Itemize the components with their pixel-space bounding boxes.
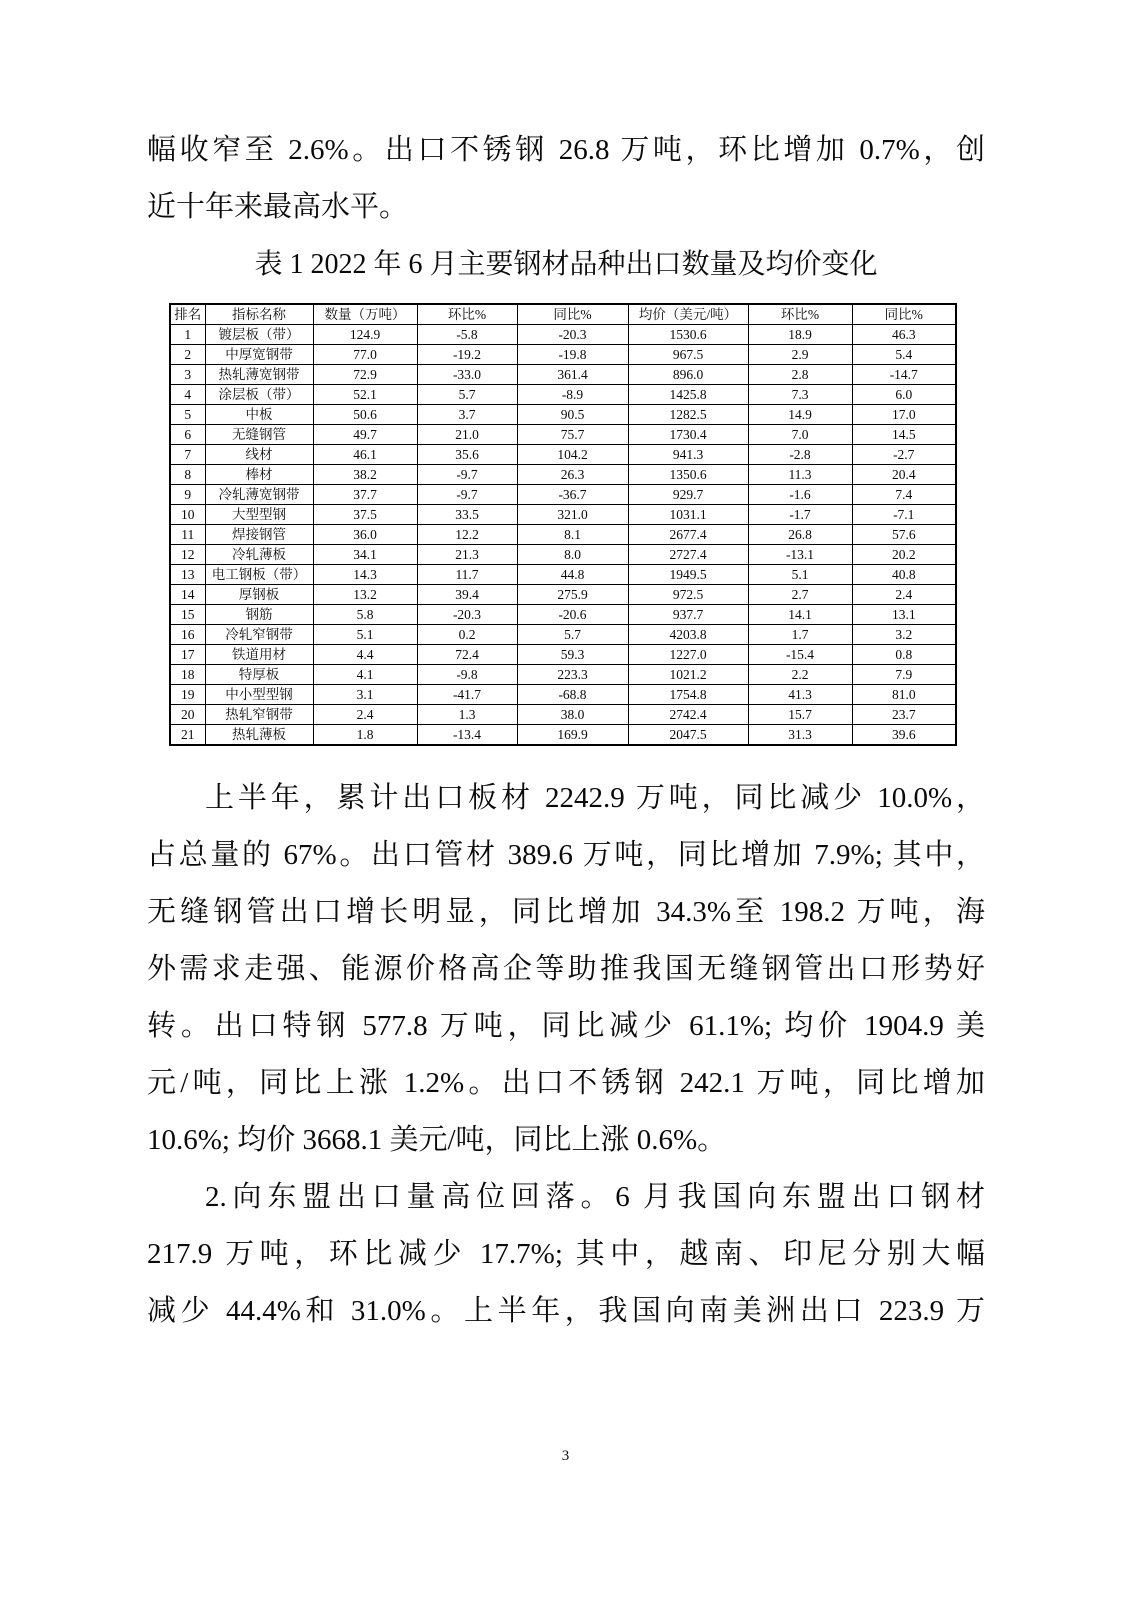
page-number: 3 — [561, 1448, 570, 1464]
table-cell: 1730.4 — [628, 425, 748, 445]
table-title: 表 1 2022 年 6 月主要钢材品种出口数量及均价变化 — [254, 249, 878, 280]
table-cell: -7.1 — [852, 505, 956, 525]
table-cell: 38.2 — [313, 465, 417, 485]
table-row — [170, 405, 956, 425]
table-cell: 59.3 — [517, 645, 628, 665]
table-cell: 热轧薄板 — [205, 725, 313, 746]
table-cell: 7.3 — [748, 385, 852, 405]
table-cell: 46.3 — [852, 325, 956, 345]
table-cell: 7.0 — [748, 425, 852, 445]
table-cell: -9.8 — [417, 665, 517, 685]
table-cell: 1031.1 — [628, 505, 748, 525]
table-cell: 72.9 — [313, 365, 417, 385]
table-cell: 6 — [170, 425, 205, 445]
table-cell: 57.6 — [852, 525, 956, 545]
table-cell: 34.1 — [313, 545, 417, 565]
table-cell: -8.9 — [517, 385, 628, 405]
table-cell: 7.4 — [852, 485, 956, 505]
table-row — [170, 625, 956, 645]
table-cell: -20.6 — [517, 605, 628, 625]
table-cell: 26.3 — [517, 465, 628, 485]
paragraph-half-year-summary — [147, 770, 985, 1169]
table-cell: 223.3 — [517, 665, 628, 685]
table-cell: 1754.8 — [628, 685, 748, 705]
text-line: 转。出口特钢 577.8 万吨，同比减少 61.1%; 均价 1904.9 美 — [147, 1010, 985, 1042]
table-row — [170, 365, 956, 385]
table-cell: -68.8 — [517, 685, 628, 705]
table-cell: 3.7 — [417, 405, 517, 425]
table-cell: -19.8 — [517, 345, 628, 365]
table-cell: 941.3 — [628, 445, 748, 465]
table-cell: 37.5 — [313, 505, 417, 525]
table-cell: 1 — [170, 325, 205, 345]
table-cell: 0.8 — [852, 645, 956, 665]
intro-paragraph — [147, 122, 985, 236]
table-cell: 17.0 — [852, 405, 956, 425]
table-cell: 124.9 — [313, 325, 417, 345]
table-cell: 冷轧薄板 — [205, 545, 313, 565]
table-cell: 14 — [170, 585, 205, 605]
text-line: 10.6%; 均价 3668.1 美元/吨，同比上涨 0.6%。 — [147, 1124, 727, 1156]
table-cell: 36.0 — [313, 525, 417, 545]
table-cell: 4 — [170, 385, 205, 405]
table-cell: -15.4 — [748, 645, 852, 665]
table-cell: 2047.5 — [628, 725, 748, 746]
text-line: 占总量的 67%。出口管材 389.6 万吨，同比增加 7.9%; 其中， — [147, 839, 985, 871]
table-cell: 1425.8 — [628, 385, 748, 405]
table-cell: 20 — [170, 705, 205, 725]
table-cell: 39.6 — [852, 725, 956, 746]
table-cell: 35.6 — [417, 445, 517, 465]
table-cell: -9.7 — [417, 485, 517, 505]
table-cell: 1282.5 — [628, 405, 748, 425]
table-cell: 5.1 — [313, 625, 417, 645]
table-cell: 钢筋 — [205, 605, 313, 625]
table-cell: 90.5 — [517, 405, 628, 425]
table-cell: 13.2 — [313, 585, 417, 605]
table-cell: 5.7 — [517, 625, 628, 645]
table-cell: 热轧窄钢带 — [205, 705, 313, 725]
table-cell: 1350.6 — [628, 465, 748, 485]
text-line: 上半年，累计出口板材 2242.9 万吨，同比减少 10.0%， — [205, 782, 985, 814]
table-row — [170, 425, 956, 445]
table-cell: 铁道用材 — [205, 645, 313, 665]
table-body — [170, 325, 956, 746]
table-cell: 涂层板（带） — [205, 385, 313, 405]
table-row — [170, 585, 956, 605]
table-cell: 14.3 — [313, 565, 417, 585]
table-row — [170, 465, 956, 485]
table-cell: 14.5 — [852, 425, 956, 445]
table-cell: -2.8 — [748, 445, 852, 465]
table-cell: 2 — [170, 345, 205, 365]
table-row — [170, 605, 956, 625]
table-cell: 中小型型钢 — [205, 685, 313, 705]
table-row — [170, 445, 956, 465]
table-cell: 21.0 — [417, 425, 517, 445]
table-cell: 52.1 — [313, 385, 417, 405]
table-row — [170, 705, 956, 725]
paragraph-asean-exports — [147, 1169, 985, 1340]
table-cell: 1949.5 — [628, 565, 748, 585]
table-cell: 5.1 — [748, 565, 852, 585]
table-row — [170, 485, 956, 505]
table-cell: 26.8 — [748, 525, 852, 545]
table-cell: 1530.6 — [628, 325, 748, 345]
table-cell: 21.3 — [417, 545, 517, 565]
text-line: 无缝钢管出口增长明显，同比增加 34.3%至 198.2 万吨，海 — [147, 896, 985, 928]
table-cell: 冷轧窄钢带 — [205, 625, 313, 645]
table-cell: 77.0 — [313, 345, 417, 365]
table-cell: -20.3 — [417, 605, 517, 625]
table-cell: 33.5 — [417, 505, 517, 525]
column-header: 环比% — [748, 304, 852, 325]
table-cell: -19.2 — [417, 345, 517, 365]
table-cell: 棒材 — [205, 465, 313, 485]
table-cell: 3 — [170, 365, 205, 385]
table-header-row — [170, 304, 956, 325]
table-cell: 46.1 — [313, 445, 417, 465]
text-line: 2.向东盟出口量高位回落。6 月我国向东盟出口钢材 — [205, 1181, 985, 1213]
table-cell: 中板 — [205, 405, 313, 425]
table-cell: 169.9 — [517, 725, 628, 746]
table-cell: 4.4 — [313, 645, 417, 665]
table-cell: 2727.4 — [628, 545, 748, 565]
table-cell: 37.7 — [313, 485, 417, 505]
table-cell: -2.7 — [852, 445, 956, 465]
table-cell: 896.0 — [628, 365, 748, 385]
table-row — [170, 325, 956, 345]
column-header: 排名 — [170, 304, 205, 325]
table-cell: 81.0 — [852, 685, 956, 705]
table-cell: 75.7 — [517, 425, 628, 445]
table-row — [170, 645, 956, 665]
text-line: 近十年来最高水平。 — [147, 191, 409, 223]
text-line: 幅收窄至 2.6%。出口不锈钢 26.8 万吨，环比增加 0.7%，创 — [147, 134, 985, 166]
table-row — [170, 685, 956, 705]
table-cell: 21 — [170, 725, 205, 746]
table-cell: 39.4 — [417, 585, 517, 605]
table-cell: 19 — [170, 685, 205, 705]
table-cell: -41.7 — [417, 685, 517, 705]
table-cell: -13.1 — [748, 545, 852, 565]
table-cell: 3.1 — [313, 685, 417, 705]
table-cell: 275.9 — [517, 585, 628, 605]
table-cell: 50.6 — [313, 405, 417, 425]
table-cell: 5.4 — [852, 345, 956, 365]
table-cell: 7 — [170, 445, 205, 465]
table-cell: -33.0 — [417, 365, 517, 385]
table-cell: 321.0 — [517, 505, 628, 525]
table-cell: 4203.8 — [628, 625, 748, 645]
table-cell: 8 — [170, 465, 205, 485]
table-cell: 镀层板（带） — [205, 325, 313, 345]
table-cell: 焊接钢管 — [205, 525, 313, 545]
table-cell: 特厚板 — [205, 665, 313, 685]
table-cell: 38.0 — [517, 705, 628, 725]
table-cell: -36.7 — [517, 485, 628, 505]
table-cell: 3.2 — [852, 625, 956, 645]
table-cell: 热轧薄宽钢带 — [205, 365, 313, 385]
table-cell: 0.2 — [417, 625, 517, 645]
table-cell: 972.5 — [628, 585, 748, 605]
table-row — [170, 345, 956, 365]
table-cell: 937.7 — [628, 605, 748, 625]
table-row — [170, 665, 956, 685]
table-cell: -20.3 — [517, 325, 628, 345]
table-cell: -1.6 — [748, 485, 852, 505]
table-cell: 14.1 — [748, 605, 852, 625]
text-line: 元/吨，同比上涨 1.2%。出口不锈钢 242.1 万吨，同比增加 — [147, 1067, 985, 1099]
table-row — [170, 385, 956, 405]
table-cell: 5 — [170, 405, 205, 425]
table-cell: 1.8 — [313, 725, 417, 746]
table-cell: 13.1 — [852, 605, 956, 625]
table-cell: 2.8 — [748, 365, 852, 385]
column-header: 指标名称 — [205, 304, 313, 325]
table-cell: 大型型钢 — [205, 505, 313, 525]
table-row — [170, 725, 956, 746]
table-cell: 中厚宽钢带 — [205, 345, 313, 365]
table-cell: 8.1 — [517, 525, 628, 545]
table-cell: 电工钢板（带） — [205, 565, 313, 585]
table-cell: 72.4 — [417, 645, 517, 665]
table-cell: -1.7 — [748, 505, 852, 525]
table-cell: 12.2 — [417, 525, 517, 545]
table-row — [170, 565, 956, 585]
table-cell: 18.9 — [748, 325, 852, 345]
table-cell: 2.4 — [852, 585, 956, 605]
table-cell: 1.3 — [417, 705, 517, 725]
column-header: 环比% — [417, 304, 517, 325]
table-cell: 20.2 — [852, 545, 956, 565]
table-cell: 11.7 — [417, 565, 517, 585]
table-cell: 2677.4 — [628, 525, 748, 545]
table-cell: 20.4 — [852, 465, 956, 485]
column-header: 同比% — [852, 304, 956, 325]
table-cell: 17 — [170, 645, 205, 665]
table-cell: 361.4 — [517, 365, 628, 385]
table-cell: 1.7 — [748, 625, 852, 645]
table-cell: 13 — [170, 565, 205, 585]
table-row — [170, 505, 956, 525]
page-content — [147, 122, 985, 1340]
table-row — [170, 525, 956, 545]
column-header: 数量（万吨） — [313, 304, 417, 325]
table-cell: 11 — [170, 525, 205, 545]
table-cell: 5.8 — [313, 605, 417, 625]
table-cell: 104.2 — [517, 445, 628, 465]
table-cell: 9 — [170, 485, 205, 505]
table-cell: 4.1 — [313, 665, 417, 685]
table-cell: 2.4 — [313, 705, 417, 725]
table-cell: 967.5 — [628, 345, 748, 365]
column-header: 均价（美元/吨） — [628, 304, 748, 325]
table-cell: 929.7 — [628, 485, 748, 505]
text-line: 外需求走强、能源价格高企等助推我国无缝钢管出口形势好 — [147, 953, 985, 985]
table-cell: 11.3 — [748, 465, 852, 485]
table-cell: 2.7 — [748, 585, 852, 605]
table-cell: 2742.4 — [628, 705, 748, 725]
table-cell: 23.7 — [852, 705, 956, 725]
table-cell: 1227.0 — [628, 645, 748, 665]
table-cell: 40.8 — [852, 565, 956, 585]
table-cell: 厚钢板 — [205, 585, 313, 605]
table-cell: 2.2 — [748, 665, 852, 685]
table-cell: 2.9 — [748, 345, 852, 365]
table-cell: 15 — [170, 605, 205, 625]
table-cell: -9.7 — [417, 465, 517, 485]
text-line: 减少 44.4%和 31.0%。上半年，我国向南美洲出口 223.9 万 — [147, 1295, 985, 1327]
table-cell: 12 — [170, 545, 205, 565]
text-line: 217.9 万吨，环比减少 17.7%; 其中，越南、印尼分别大幅 — [147, 1238, 985, 1270]
table-cell: -13.4 — [417, 725, 517, 746]
table-cell: -5.8 — [417, 325, 517, 345]
table-cell: 14.9 — [748, 405, 852, 425]
table-cell: 15.7 — [748, 705, 852, 725]
table-cell: 10 — [170, 505, 205, 525]
table-cell: 41.3 — [748, 685, 852, 705]
column-header: 同比% — [517, 304, 628, 325]
table-row — [170, 545, 956, 565]
table-cell: 线材 — [205, 445, 313, 465]
table-cell: 6.0 — [852, 385, 956, 405]
table-cell: 44.8 — [517, 565, 628, 585]
table-cell: 冷轧薄宽钢带 — [205, 485, 313, 505]
table-cell: 16 — [170, 625, 205, 645]
table-head — [170, 304, 956, 325]
steel-export-table — [169, 303, 957, 746]
table-cell: 7.9 — [852, 665, 956, 685]
table-cell: 18 — [170, 665, 205, 685]
table-cell: 31.3 — [748, 725, 852, 746]
table-cell: 无缝钢管 — [205, 425, 313, 445]
table-cell: -14.7 — [852, 365, 956, 385]
table-cell: 8.0 — [517, 545, 628, 565]
table-cell: 5.7 — [417, 385, 517, 405]
table-cell: 1021.2 — [628, 665, 748, 685]
table-cell: 49.7 — [313, 425, 417, 445]
